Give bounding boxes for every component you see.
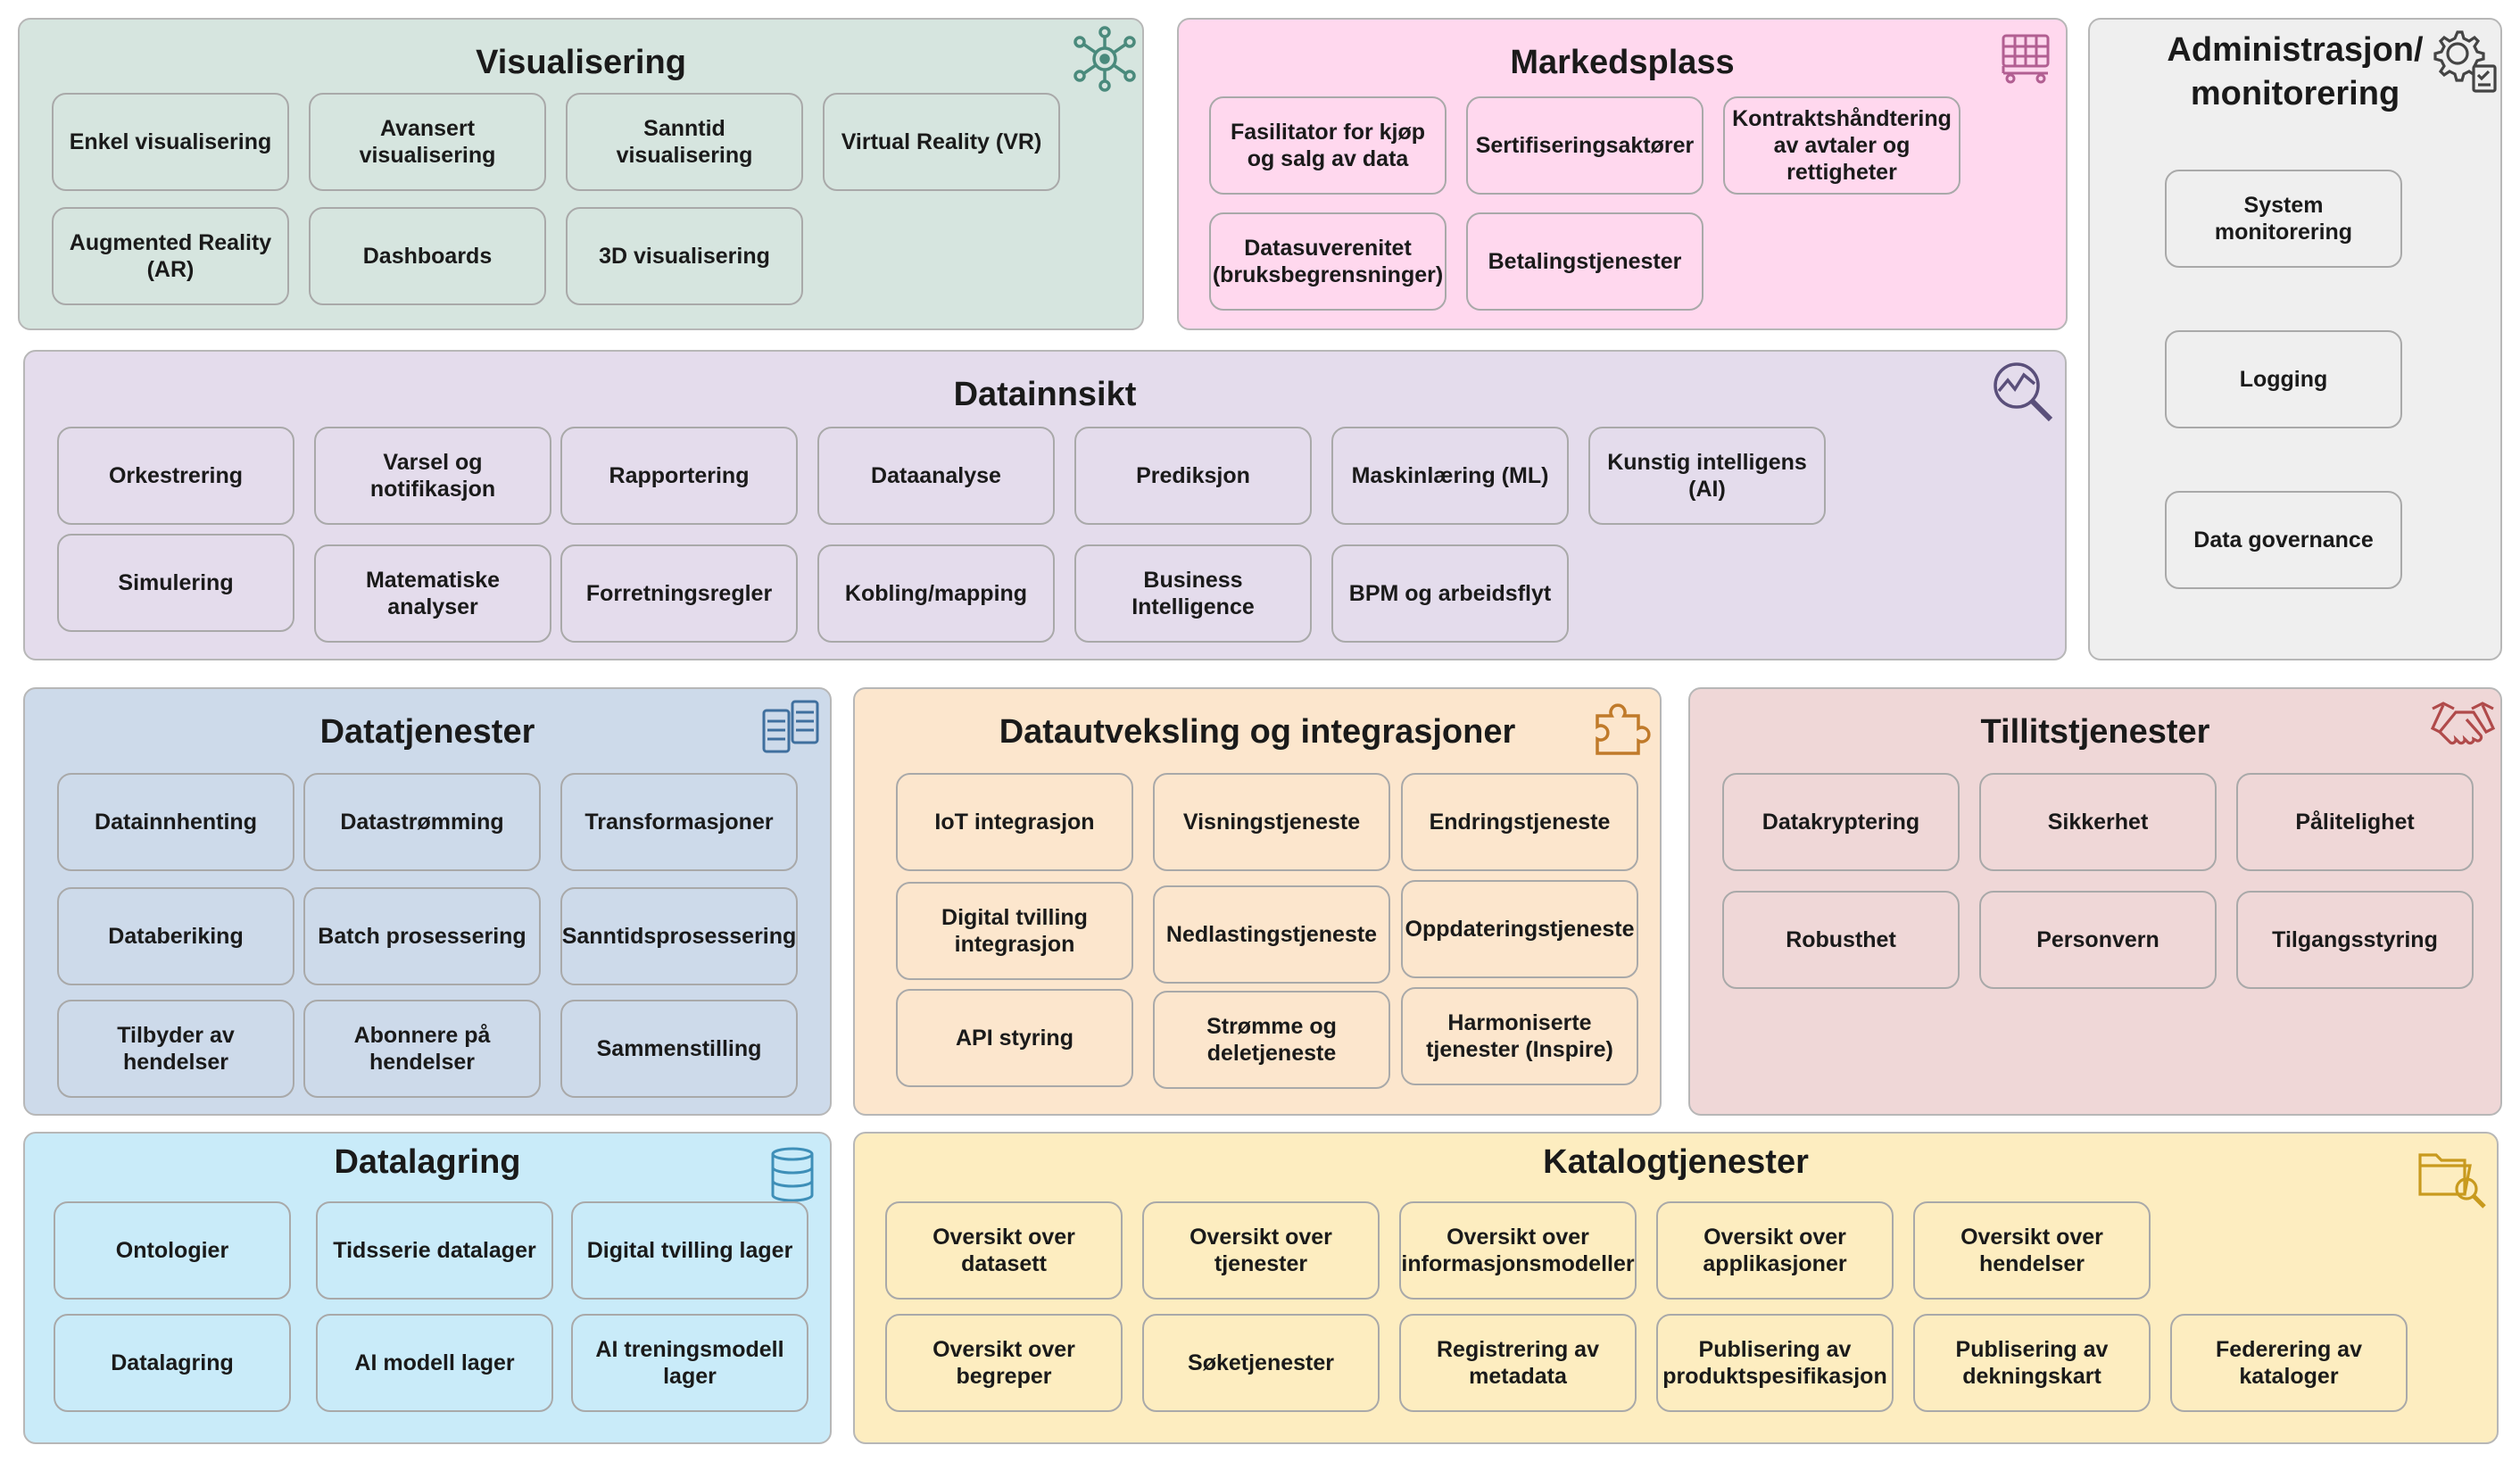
item-rapportering[interactable]: Rapportering	[560, 427, 798, 525]
item-betalingstjenester[interactable]: Betalingstjenester	[1466, 212, 1703, 311]
section-title: Tillitstjenester	[1980, 713, 2210, 751]
item-matematiske-analyser[interactable]: Matematiske analyser	[314, 544, 551, 643]
item-datainnhenting[interactable]: Datainnhenting	[57, 773, 294, 871]
section-title: Visualisering	[476, 44, 686, 81]
item-endringstjeneste[interactable]: Endringstjeneste	[1401, 773, 1638, 871]
item-databeriking[interactable]: Databeriking	[57, 887, 294, 985]
item-oversikt-datasett[interactable]: Oversikt over datasett	[885, 1201, 1123, 1300]
item-ai-treningsmodell-lager[interactable]: AI treningsmodell lager	[571, 1314, 808, 1412]
item-datasuverenitet[interactable]: Datasuverenitet (bruksbegrensninger)	[1209, 212, 1447, 311]
database-icon	[769, 1146, 816, 1203]
item-oversikt-tjenester[interactable]: Oversikt over tjenester	[1142, 1201, 1380, 1300]
item-fasilitator[interactable]: Fasilitator for kjøp og salg av data	[1209, 96, 1447, 195]
item-ai-modell-lager[interactable]: AI modell lager	[316, 1314, 553, 1412]
section-title: Datatjenester	[319, 713, 535, 751]
item-varsel-notifikasjon[interactable]: Varsel og notifikasjon	[314, 427, 551, 525]
item-enkel-visualisering[interactable]: Enkel visualisering	[52, 93, 289, 191]
item-registrering-metadata[interactable]: Registrering av metadata	[1399, 1314, 1637, 1412]
section-datautveksling	[853, 687, 1662, 1116]
item-sanntid-visualisering[interactable]: Sanntid visualisering	[566, 93, 803, 191]
item-tilgangsstyring[interactable]: Tilgangsstyring	[2236, 891, 2474, 989]
item-prediksjon[interactable]: Prediksjon	[1074, 427, 1312, 525]
item-oversikt-begreper[interactable]: Oversikt over begreper	[885, 1314, 1123, 1412]
item-logging[interactable]: Logging	[2165, 330, 2402, 428]
item-tidsserie-datalager[interactable]: Tidsserie datalager	[316, 1201, 553, 1300]
item-bpm-arbeidsflyt[interactable]: BPM og arbeidsflyt	[1331, 544, 1569, 643]
item-orkestrering[interactable]: Orkestrering	[57, 427, 294, 525]
item-iot-integrasjon[interactable]: IoT integrasjon	[896, 773, 1133, 871]
section-markedsplass	[1177, 18, 2068, 330]
item-data-governance[interactable]: Data governance	[2165, 491, 2402, 589]
item-dashboards[interactable]: Dashboards	[309, 207, 546, 305]
section-datalagring	[23, 1132, 832, 1444]
item-oversikt-informasjonsmodeller[interactable]: Oversikt over informasjonsmodeller	[1399, 1201, 1637, 1300]
magnifier-chart-icon	[1988, 357, 2056, 425]
item-system-monitorering[interactable]: System monitorering	[2165, 170, 2402, 268]
handshake-icon	[2431, 696, 2495, 750]
item-simulering[interactable]: Simulering	[57, 534, 294, 632]
item-oversikt-hendelser[interactable]: Oversikt over hendelser	[1913, 1201, 2151, 1300]
item-kobling-mapping[interactable]: Kobling/mapping	[817, 544, 1055, 643]
section-datainnsikt	[23, 350, 2067, 660]
item-oversikt-applikasjoner[interactable]: Oversikt over applikasjoner	[1656, 1201, 1894, 1300]
item-tilbyder-hendelser[interactable]: Tilbyder av hendelser	[57, 1000, 294, 1098]
item-ontologier[interactable]: Ontologier	[54, 1201, 291, 1300]
item-batch-prosessering[interactable]: Batch prosessering	[303, 887, 541, 985]
item-digital-tvilling-integrasjon[interactable]: Digital tvilling integrasjon	[896, 882, 1133, 980]
folder-search-icon	[2416, 1139, 2488, 1210]
section-tillitstjenester	[1688, 687, 2502, 1116]
item-avansert-visualisering[interactable]: Avansert visualisering	[309, 93, 546, 191]
item-robusthet[interactable]: Robusthet	[1722, 891, 1960, 989]
item-soketjenester[interactable]: Søketjenester	[1142, 1314, 1380, 1412]
item-business-intelligence[interactable]: Business Intelligence	[1074, 544, 1312, 643]
section-title: Datautveksling og integrasjoner	[999, 713, 1516, 751]
item-oppdateringstjeneste[interactable]: Oppdateringstjeneste	[1401, 880, 1638, 978]
section-administrasjon	[2088, 18, 2502, 660]
section-title: Datalagring	[334, 1143, 521, 1181]
item-visningstjeneste[interactable]: Visningstjeneste	[1153, 773, 1390, 871]
item-kontraktshandtering[interactable]: Kontraktshåndtering av avtaler og rettigheter	[1723, 96, 1960, 195]
item-datastromming[interactable]: Datastrømming	[303, 773, 541, 871]
section-katalogtjenester	[853, 1132, 2499, 1444]
item-abonnere-hendelser[interactable]: Abonnere på hendelser	[303, 1000, 541, 1098]
item-stromme-deletjeneste[interactable]: Strømme og deletjeneste	[1153, 991, 1390, 1089]
section-title: Markedsplass	[1510, 44, 1735, 81]
item-publisering-produktspesifikasjon[interactable]: Publisering av produktspesifikasjon	[1656, 1314, 1894, 1412]
item-nedlastingstjeneste[interactable]: Nedlastingstjeneste	[1153, 885, 1390, 984]
section-visualisering	[18, 18, 1144, 330]
item-sikkerhet[interactable]: Sikkerhet	[1979, 773, 2217, 871]
item-kunstig-intelligens[interactable]: Kunstig intelligens (AI)	[1588, 427, 1826, 525]
item-harmoniserte-tjenester[interactable]: Harmoniserte tjenester (Inspire)	[1401, 987, 1638, 1085]
item-sertifiseringsaktorer[interactable]: Sertifiseringsaktører	[1466, 96, 1703, 195]
item-datakryptering[interactable]: Datakryptering	[1722, 773, 1960, 871]
section-title: Datainnsikt	[953, 376, 1137, 413]
item-transformasjoner[interactable]: Transformasjoner	[560, 773, 798, 871]
item-palitelighet[interactable]: Pålitelighet	[2236, 773, 2474, 871]
item-sammenstilling[interactable]: Sammenstilling	[560, 1000, 798, 1098]
shopping-cart-icon	[1998, 29, 2055, 86]
item-datalagring[interactable]: Datalagring	[54, 1314, 291, 1412]
item-sanntidsprosessering[interactable]: Sanntidsprosessering	[560, 887, 798, 985]
item-forretningsregler[interactable]: Forretningsregler	[560, 544, 798, 643]
item-augmented-reality[interactable]: Augmented Reality (AR)	[52, 207, 289, 305]
item-personvern[interactable]: Personvern	[1979, 891, 2217, 989]
item-federering-kataloger[interactable]: Federering av kataloger	[2170, 1314, 2408, 1412]
section-title: Katalogtjenester	[1543, 1143, 1809, 1181]
gear-checklist-icon	[2429, 23, 2500, 95]
item-3d-visualisering[interactable]: 3D visualisering	[566, 207, 803, 305]
item-api-styring[interactable]: API styring	[896, 989, 1133, 1087]
server-icon	[760, 694, 823, 757]
item-virtual-reality[interactable]: Virtual Reality (VR)	[823, 93, 1060, 191]
item-dataanalyse[interactable]: Dataanalyse	[817, 427, 1055, 525]
item-publisering-dekningskart[interactable]: Publisering av dekningskart	[1913, 1314, 2151, 1412]
item-digital-tvilling-lager[interactable]: Digital tvilling lager	[571, 1201, 808, 1300]
section-datatjenester	[23, 687, 832, 1116]
network-hub-icon	[1071, 25, 1139, 93]
section-title: Administrasjon/ monitorering	[2167, 31, 2424, 113]
puzzle-icon	[1590, 693, 1656, 759]
item-maskinlaering[interactable]: Maskinlæring (ML)	[1331, 427, 1569, 525]
